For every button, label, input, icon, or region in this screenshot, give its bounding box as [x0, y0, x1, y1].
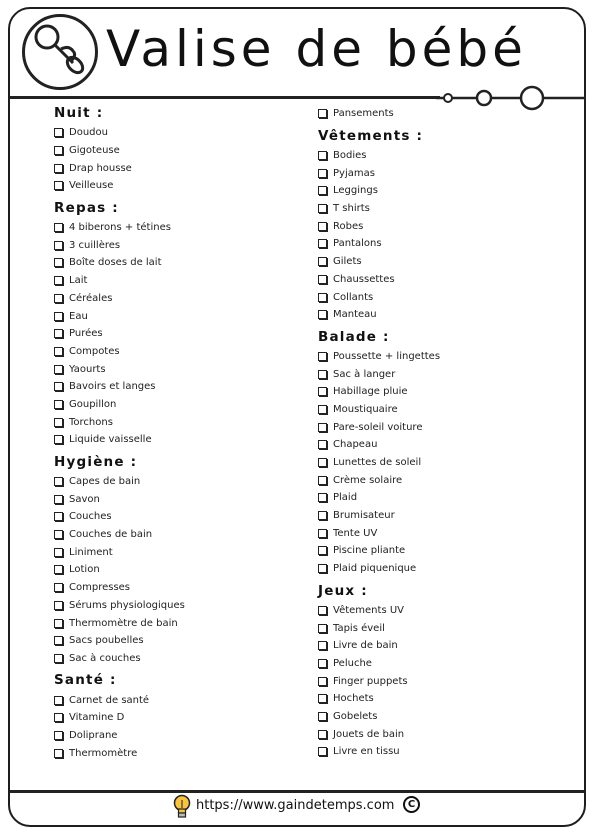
item-label: Manteau: [333, 309, 377, 321]
checklist-item[interactable]: [318, 619, 578, 637]
checkbox-icon[interactable]: [54, 146, 63, 155]
item-label: Liquide vaisselle: [69, 434, 152, 446]
checkbox-icon[interactable]: [318, 310, 327, 319]
header: [0, 0, 593, 100]
item-label: Pyjamas: [333, 167, 375, 179]
item-label: Pare-soleil voiture: [333, 421, 423, 433]
checklist-item[interactable]: [318, 401, 578, 419]
checkbox-icon[interactable]: [318, 352, 327, 361]
checkbox-icon[interactable]: [54, 181, 63, 190]
checkbox-icon[interactable]: [54, 329, 63, 338]
header-divider: [10, 96, 440, 99]
item-label: Jouets de bain: [333, 728, 405, 740]
checkbox-icon[interactable]: [318, 275, 327, 284]
checkbox-icon[interactable]: [318, 606, 327, 615]
checklist-item[interactable]: [318, 200, 578, 218]
item-label: Peluche: [333, 657, 372, 669]
right-column: [318, 100, 578, 761]
checklist-item[interactable]: [318, 271, 578, 289]
item-label: Sac à couches: [69, 652, 141, 664]
checkbox-icon[interactable]: [54, 731, 63, 740]
item-label: Plaid: [333, 492, 358, 504]
checklist-item[interactable]: [54, 526, 294, 544]
checklist-item[interactable]: [54, 632, 294, 650]
checkbox-icon[interactable]: [318, 222, 327, 231]
checklist-item[interactable]: [318, 383, 578, 401]
checklist-item[interactable]: [318, 542, 578, 560]
checkbox-icon[interactable]: [318, 186, 327, 195]
checkbox-icon[interactable]: [318, 624, 327, 633]
checkbox-icon[interactable]: [54, 347, 63, 356]
item-label: Habillage pluie: [333, 386, 408, 398]
item-label: Vitamine D: [69, 712, 125, 724]
item-label: Crème solaire: [333, 474, 403, 486]
item-label: Couches: [69, 511, 112, 523]
checkbox-icon[interactable]: [54, 495, 63, 504]
checkbox-icon[interactable]: [54, 241, 63, 250]
checklist-item[interactable]: [54, 543, 294, 561]
checklist-item[interactable]: [54, 219, 294, 237]
checkbox-icon[interactable]: [318, 440, 327, 449]
checklist-item[interactable]: [318, 708, 578, 726]
checklist-item[interactable]: [318, 418, 578, 436]
checkbox-icon[interactable]: [54, 696, 63, 705]
checklist-item[interactable]: [318, 637, 578, 655]
checklist-item[interactable]: [318, 164, 578, 182]
item-label: Carnet de santé: [69, 694, 150, 706]
item-label: Tente UV: [333, 527, 378, 539]
checkbox-icon[interactable]: [318, 747, 327, 756]
item-label: Purées: [69, 328, 103, 340]
item-label: Gobelets: [333, 710, 378, 722]
checkbox-icon[interactable]: [318, 493, 327, 502]
checklist-item[interactable]: [54, 650, 294, 668]
item-label: Lotion: [69, 564, 100, 576]
item-label: T shirts: [333, 203, 370, 215]
section-title: Hygiène :: [54, 453, 138, 470]
pacifier-icon: [22, 14, 98, 90]
page-title: Valise de bébé: [106, 20, 527, 78]
section-title: Jeux :: [318, 582, 368, 599]
footer: [0, 790, 593, 822]
item-label: Boîte doses de lait: [69, 257, 162, 269]
item-label: Pantalons: [333, 238, 382, 250]
item-label: Sacs poubelles: [69, 635, 144, 647]
checklist-item[interactable]: [318, 725, 578, 743]
item-label: Capes de bain: [69, 476, 141, 488]
checkbox-icon[interactable]: [318, 659, 327, 668]
checkbox-icon[interactable]: [54, 565, 63, 574]
section-title: Vêtements :: [318, 127, 424, 144]
checklist-item[interactable]: [318, 690, 578, 708]
checklist-item[interactable]: [318, 471, 578, 489]
item-label: Tapis éveil: [333, 622, 385, 634]
checklist-item[interactable]: [318, 507, 578, 525]
checklist-item[interactable]: [54, 413, 294, 431]
item-label: Bodies: [333, 150, 367, 162]
checkbox-icon[interactable]: [318, 109, 327, 118]
checkbox-icon[interactable]: [54, 530, 63, 539]
checkbox-icon[interactable]: [318, 564, 327, 573]
checkbox-icon[interactable]: [318, 293, 327, 302]
checkbox-icon[interactable]: [318, 694, 327, 703]
checklist-item[interactable]: [54, 597, 294, 615]
checklist-item[interactable]: [54, 290, 294, 308]
checklist-item[interactable]: [54, 378, 294, 396]
checkbox-icon[interactable]: [318, 151, 327, 160]
checkbox-icon[interactable]: [318, 458, 327, 467]
checkbox-icon[interactable]: [54, 382, 63, 391]
item-label: Finger puppets: [333, 675, 408, 687]
checkbox-icon[interactable]: [54, 548, 63, 557]
checkbox-icon[interactable]: [54, 294, 63, 303]
item-label: Chapeau: [333, 439, 378, 451]
checklist-item[interactable]: [318, 672, 578, 690]
item-label: Doudou: [69, 127, 108, 139]
item-label: Bavoirs et langes: [69, 381, 156, 393]
checkbox-icon[interactable]: [318, 204, 327, 213]
checkbox-icon[interactable]: [318, 405, 327, 414]
website-link[interactable]: https://www.gaindetemps.com: [196, 798, 395, 813]
item-label: Sérums physiologiques: [69, 599, 185, 611]
checkbox-icon[interactable]: [54, 128, 63, 137]
checkbox-icon[interactable]: [54, 312, 63, 321]
item-label: Yaourts: [69, 363, 106, 375]
checkbox-icon[interactable]: [318, 257, 327, 266]
checklist-item[interactable]: [318, 489, 578, 507]
checklist-item[interactable]: [54, 177, 294, 195]
checklist-item[interactable]: [54, 744, 294, 762]
item-label: Brumisateur: [333, 510, 395, 522]
item-label: Couches de bain: [69, 529, 153, 541]
checkbox-icon[interactable]: [54, 654, 63, 663]
checklist-item[interactable]: [318, 306, 578, 324]
checkbox-icon[interactable]: [54, 636, 63, 645]
item-label: Eau: [69, 310, 88, 322]
item-label: Drap housse: [69, 162, 132, 174]
item-label: Vêtements UV: [333, 604, 404, 616]
item-label: Doliprane: [69, 729, 118, 741]
checklist-item[interactable]: [318, 217, 578, 235]
checklist-item[interactable]: [318, 182, 578, 200]
checkbox-icon[interactable]: [54, 223, 63, 232]
checkbox-icon[interactable]: [318, 169, 327, 178]
checklist-item[interactable]: [54, 343, 294, 361]
checkbox-icon[interactable]: [54, 749, 63, 758]
item-label: Thermomètre: [69, 747, 138, 759]
item-label: 3 cuillères: [69, 239, 121, 251]
checkbox-icon[interactable]: [54, 619, 63, 628]
checklist-item[interactable]: [54, 727, 294, 745]
checkbox-icon[interactable]: [54, 258, 63, 267]
checklist-item[interactable]: [318, 288, 578, 306]
checklist-item[interactable]: [318, 365, 578, 383]
item-label: Gigoteuse: [69, 145, 120, 157]
item-label: Compresses: [69, 582, 131, 594]
checklist-item[interactable]: [318, 147, 578, 165]
item-label: Livre en tissu: [333, 746, 400, 758]
item-label: Lunettes de soleil: [333, 457, 422, 469]
checklist-item[interactable]: [54, 579, 294, 597]
copyright-symbol: C: [403, 796, 420, 813]
checklist-item[interactable]: [318, 253, 578, 271]
item-label: Torchons: [69, 416, 113, 428]
item-label: Collants: [333, 291, 374, 303]
item-label: 4 biberons + tétines: [69, 222, 171, 234]
checklist-item[interactable]: [54, 254, 294, 272]
checkbox-icon[interactable]: [318, 387, 327, 396]
checklist-item[interactable]: [54, 691, 294, 709]
checklist-item[interactable]: [54, 142, 294, 160]
checkbox-icon[interactable]: [54, 713, 63, 722]
checklist-item[interactable]: [318, 655, 578, 673]
checklist-item[interactable]: [54, 490, 294, 508]
checklist-item[interactable]: [54, 159, 294, 177]
checklist-item[interactable]: [54, 508, 294, 526]
section-title: Nuit :: [54, 105, 104, 121]
checklist-item[interactable]: [54, 614, 294, 632]
item-label: Compotes: [69, 345, 120, 357]
item-label: Céréales: [69, 292, 113, 304]
item-label: Liniment: [69, 546, 113, 558]
checklist-item[interactable]: [318, 560, 578, 578]
item-label: Sac à langer: [333, 368, 396, 380]
section-title: Santé :: [54, 672, 117, 689]
item-label: Livre de bain: [333, 640, 398, 652]
checklist-item[interactable]: [318, 348, 578, 366]
footer-divider: [10, 790, 584, 793]
checklist-item[interactable]: [54, 473, 294, 491]
checkbox-icon[interactable]: [318, 239, 327, 248]
checklist-item[interactable]: [318, 235, 578, 253]
checkbox-icon[interactable]: [318, 476, 327, 485]
checkbox-icon[interactable]: [318, 730, 327, 739]
checklist-item[interactable]: [318, 454, 578, 472]
checklist-item[interactable]: [318, 436, 578, 454]
item-label: Thermomètre de bain: [69, 617, 178, 629]
checkbox-icon[interactable]: [54, 512, 63, 521]
checkbox-icon[interactable]: [54, 164, 63, 173]
checklist-item[interactable]: [318, 524, 578, 542]
item-label: Pansements: [333, 108, 394, 120]
checkbox-icon[interactable]: [54, 601, 63, 610]
checklist-item[interactable]: [54, 396, 294, 414]
checklist-item[interactable]: [54, 272, 294, 290]
checklist-item[interactable]: [318, 602, 578, 620]
checklist-item[interactable]: [318, 105, 578, 123]
checklist-item[interactable]: [54, 431, 294, 449]
checkbox-icon[interactable]: [54, 435, 63, 444]
item-label: Gilets: [333, 256, 362, 268]
checkbox-icon[interactable]: [54, 400, 63, 409]
checklist-item[interactable]: [54, 236, 294, 254]
checklist-item[interactable]: [318, 743, 578, 761]
checkbox-icon[interactable]: [318, 370, 327, 379]
item-label: Hochets: [333, 693, 374, 705]
item-label: Goupillon: [69, 398, 117, 410]
checklist-item[interactable]: [54, 360, 294, 378]
item-label: Savon: [69, 493, 100, 505]
item-label: Poussette + lingettes: [333, 350, 441, 362]
checklist-item[interactable]: [54, 709, 294, 727]
item-label: Lait: [69, 275, 88, 287]
checkbox-icon[interactable]: [54, 418, 63, 427]
checkbox-icon[interactable]: [318, 677, 327, 686]
item-label: Veilleuse: [69, 180, 114, 192]
item-label: Moustiquaire: [333, 403, 398, 415]
item-label: Plaid piquenique: [333, 563, 417, 575]
left-column: [54, 100, 294, 762]
checklist-item[interactable]: [54, 561, 294, 579]
checkbox-icon[interactable]: [54, 583, 63, 592]
checkbox-icon[interactable]: [54, 276, 63, 285]
item-label: Piscine pliante: [333, 545, 406, 557]
item-label: Leggings: [333, 185, 378, 197]
checkbox-icon[interactable]: [54, 365, 63, 374]
checklist-item[interactable]: [54, 124, 294, 142]
checkbox-icon[interactable]: [318, 641, 327, 650]
section-title: Balade :: [318, 328, 390, 345]
section-title: Repas :: [54, 199, 119, 216]
item-label: Chaussettes: [333, 273, 395, 285]
checkbox-icon[interactable]: [318, 712, 327, 721]
checkbox-icon[interactable]: [318, 546, 327, 555]
checkbox-icon[interactable]: [54, 477, 63, 486]
checkbox-icon[interactable]: [318, 423, 327, 432]
checkbox-icon[interactable]: [318, 511, 327, 520]
item-label: Robes: [333, 220, 364, 232]
checkbox-icon[interactable]: [318, 529, 327, 538]
checklist-item[interactable]: [54, 325, 294, 343]
checklist-item[interactable]: [54, 307, 294, 325]
lightbulb-icon: [172, 793, 192, 821]
